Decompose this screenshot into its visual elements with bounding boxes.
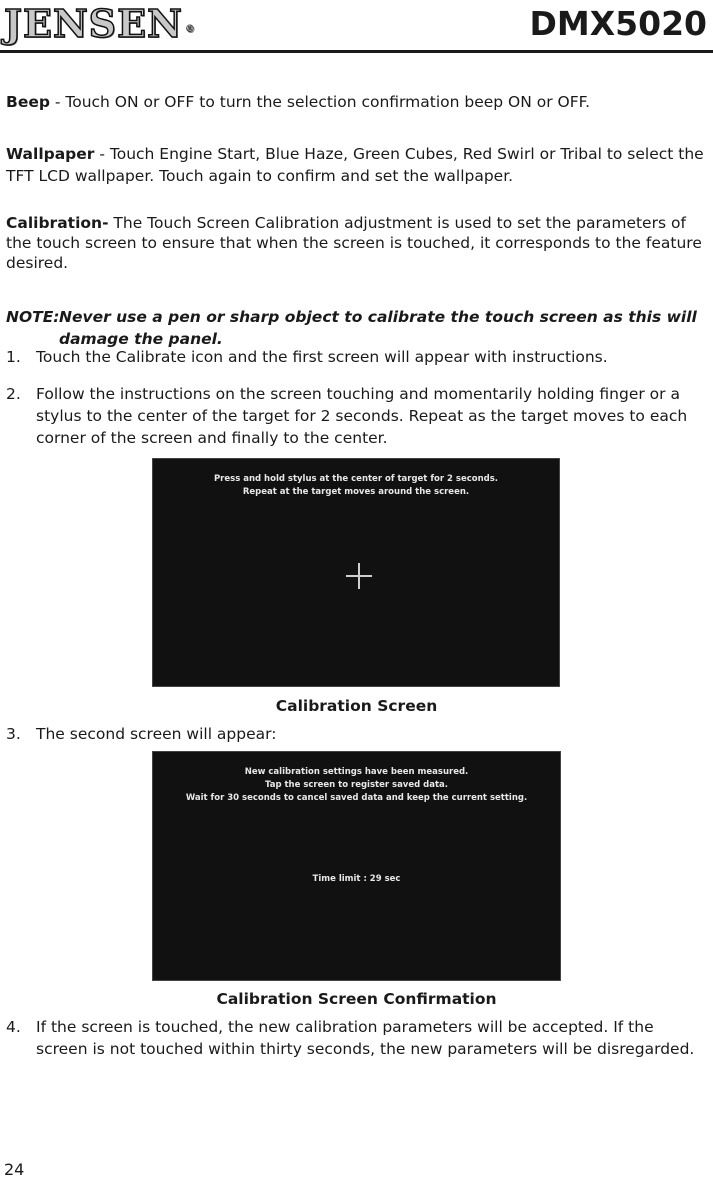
step-3 xyxy=(6,723,708,745)
time-limit-readout: Time limit : 29 sec xyxy=(312,874,401,884)
screen1-instruction-2: Repeat at the target moves around the screen. xyxy=(242,487,470,497)
step-number: 3. xyxy=(6,725,21,743)
wallpaper-text: - Touch Engine Start, Blue Haze, Green Cubes, Red Swirl or Tribal to select the TFT LCD wallpaper. Touch again to confirm and set the wallpaper. xyxy=(6,145,704,185)
header-divider xyxy=(0,50,713,53)
screen2-message-2: Tap the screen to register saved data. xyxy=(265,780,448,790)
calibration-confirmation-caption: Calibration Screen Confirmation xyxy=(216,990,497,1008)
page-number: 24 xyxy=(4,1160,25,1179)
wallpaper-term: Wallpaper xyxy=(6,145,95,163)
step-2 xyxy=(6,383,708,449)
step-text: Touch the Calibrate icon and the first screen will appear with instructions. xyxy=(36,348,608,366)
screen1-instruction-1: Press and hold stylus at the center of target for 2 seconds. xyxy=(213,474,499,484)
step-1 xyxy=(6,346,708,368)
calibration-screen-caption: Calibration Screen xyxy=(275,697,438,715)
screen2-message-3: Wait for 30 seconds to cancel saved data and keep the current setting. xyxy=(185,793,528,803)
beep-term: Beep xyxy=(6,93,50,111)
note xyxy=(6,306,706,350)
wallpaper-paragraph xyxy=(6,143,706,187)
note-label: NOTE: xyxy=(6,308,60,326)
target-crosshair-icon xyxy=(346,563,372,589)
calibration-screen-image xyxy=(152,458,560,687)
beep-text: - Touch ON or OFF to turn the selection confirmation beep ON or OFF. xyxy=(49,93,591,111)
logo-text: JENSEN xyxy=(4,1,183,46)
note-text: Never use a pen or sharp object to calibrate the touch screen as this will damage the panel. xyxy=(59,308,697,348)
step-text: Follow the instructions on the screen touching and momentarily holding finger or a stylus to the center of the target for 2 seconds. Repeat as the target moves to each corner of the screen and finally to the center. xyxy=(36,385,688,447)
calibration-paragraph xyxy=(6,213,706,273)
screen2-message-1: New calibration settings have been measured. xyxy=(244,767,469,777)
beep-paragraph xyxy=(6,91,706,113)
model-number: DMX5020 xyxy=(529,4,707,43)
step-text: The second screen will appear: xyxy=(36,725,277,743)
step-4 xyxy=(6,1016,708,1060)
step-number: 1. xyxy=(6,348,21,366)
calibration-text: The Touch Screen Calibration adjustment is used to set the parameters of the touch screen to ensure that when the screen is touched, it corresponds to the feature desired. xyxy=(6,214,702,272)
jensen-logo xyxy=(4,2,194,46)
registered-mark: ® xyxy=(184,24,196,35)
step-text: If the screen is touched, the new calibration parameters will be accepted. If the screen is not touched within thirty seconds, the new parameters will be disregarded. xyxy=(36,1018,695,1058)
step-number: 4. xyxy=(6,1018,21,1036)
calibration-confirmation-image xyxy=(152,751,561,981)
step-number: 2. xyxy=(6,385,21,403)
calibration-term: Calibration- xyxy=(6,214,109,232)
